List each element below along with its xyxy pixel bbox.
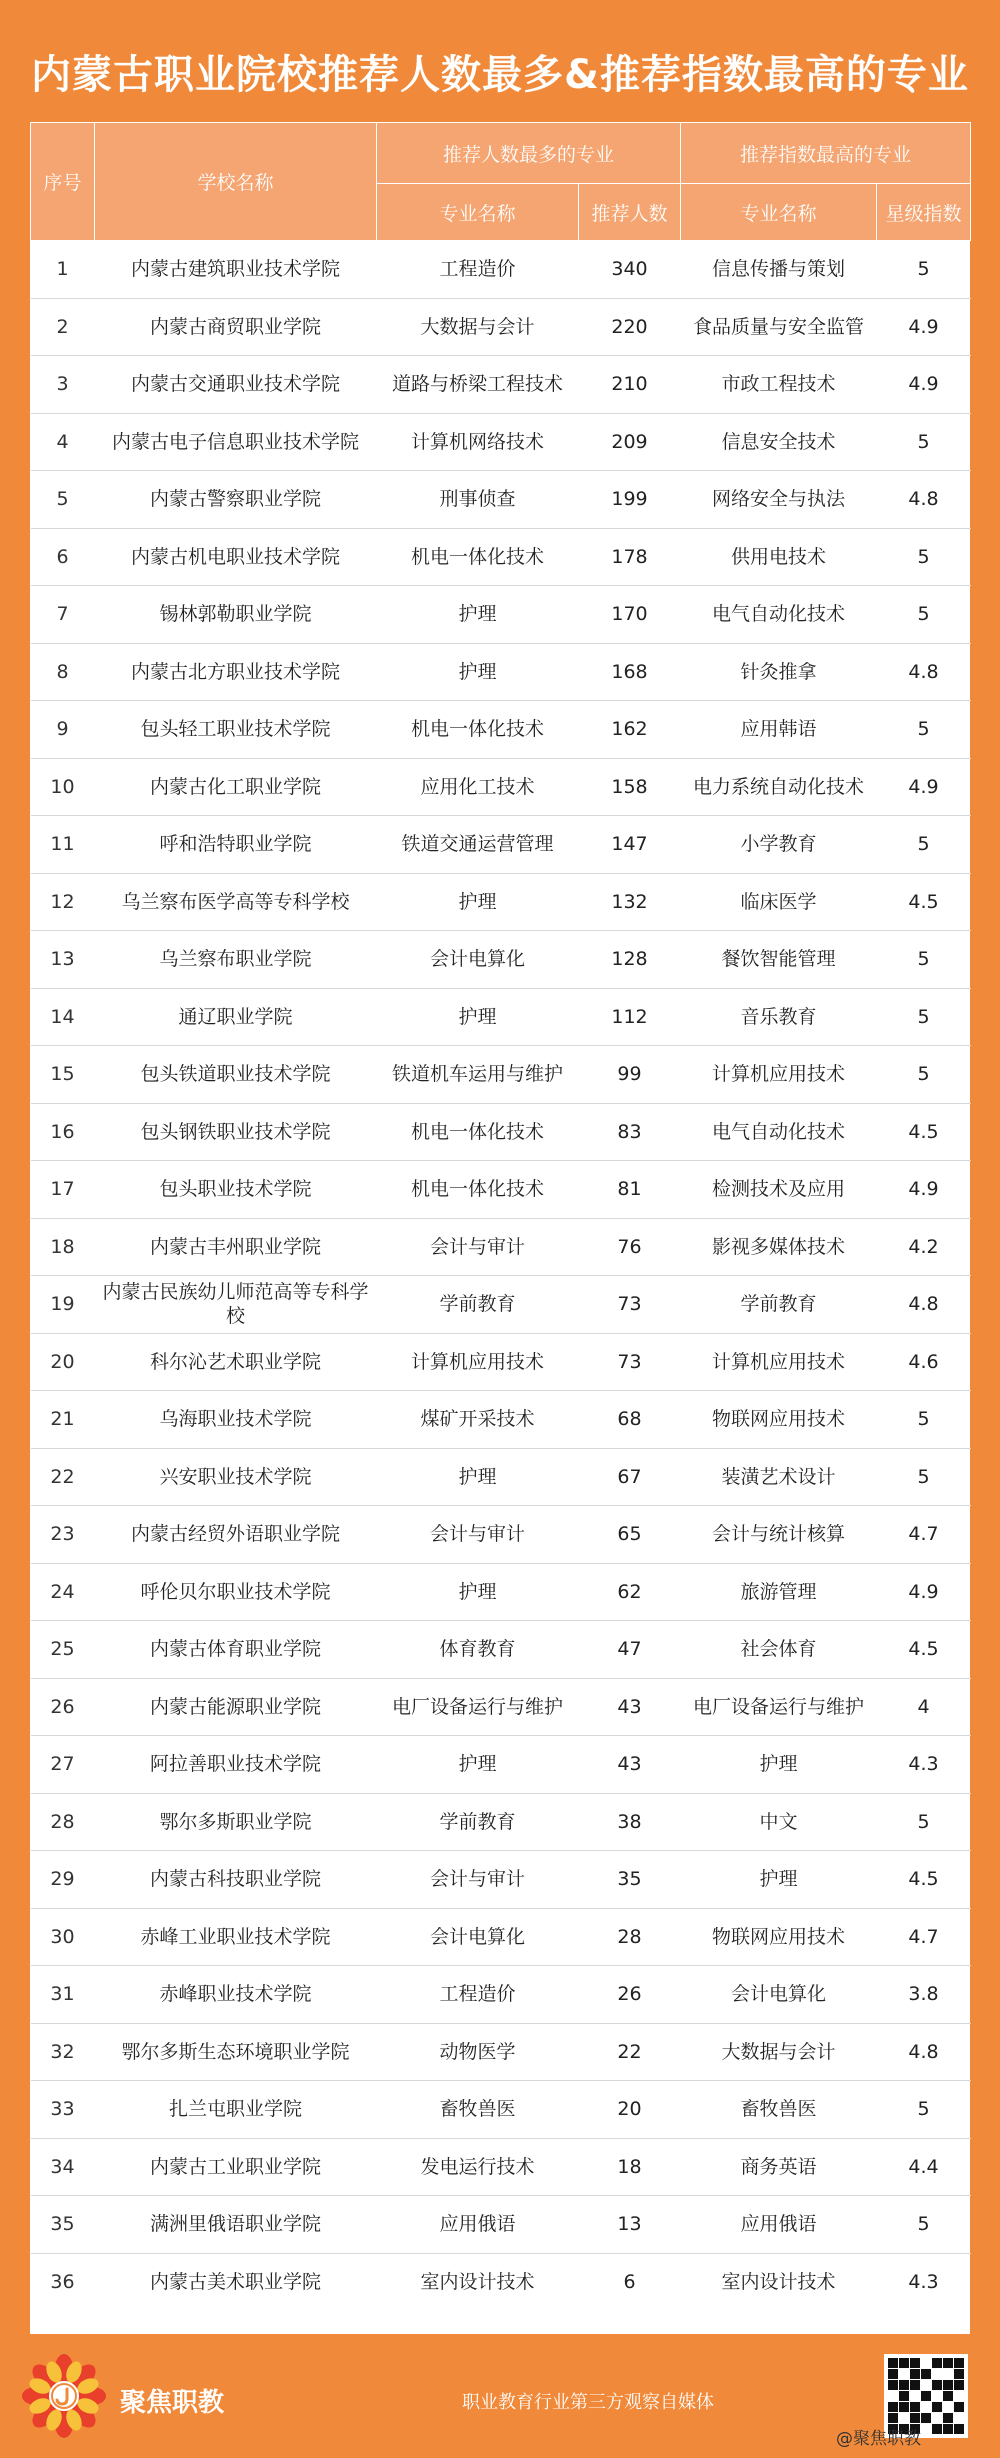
table-row <box>31 1276 971 1334</box>
cell-highest-major: 信息传播与策划 <box>681 241 877 299</box>
cell-most-major: 应用俄语 <box>377 2196 579 2254</box>
table-row <box>31 1333 971 1391</box>
cell-seq: 35 <box>31 2196 95 2254</box>
cell-star-index: 4.3 <box>908 2271 939 2293</box>
cell-most-major: 大数据与会计 <box>377 298 579 356</box>
cell-rec-count: 210 <box>579 356 681 414</box>
footer-brand: 聚焦职教 <box>120 2388 225 2418</box>
cell-highest-major: 商务英语 <box>681 2138 877 2196</box>
cell-seq: 29 <box>31 1851 95 1909</box>
cell-most-major: 护理 <box>377 586 579 644</box>
cell-most-major: 护理 <box>377 1563 579 1621</box>
cell-star-index: 4.2 <box>877 1218 971 1276</box>
cell-rec-count: 6 <box>623 2271 636 2293</box>
cell-highest-major: 计算机应用技术 <box>681 1046 877 1104</box>
cell-star-index: 4.7 <box>877 1908 971 1966</box>
cell-school: 内蒙古机电职业技术学院 <box>95 528 377 586</box>
cell-rec-count: 65 <box>579 1506 681 1564</box>
table-row <box>31 873 971 931</box>
table-row <box>31 2196 971 2254</box>
table-row <box>31 1391 971 1449</box>
cell-highest-major: 中文 <box>681 1793 877 1851</box>
table-row <box>31 1448 971 1506</box>
cell-seq: 12 <box>31 873 95 931</box>
table-row <box>31 413 971 471</box>
cell-star-index: 5 <box>877 528 971 586</box>
cell-highest-major: 信息安全技术 <box>681 413 877 471</box>
cell-rec-count: 209 <box>579 413 681 471</box>
cell-star-index: 4.3 <box>877 1736 971 1794</box>
table-row <box>31 643 971 701</box>
cell-seq: 8 <box>31 643 95 701</box>
cell-school: 内蒙古警察职业学院 <box>95 471 377 529</box>
cell-star-index: 4.5 <box>877 1851 971 1909</box>
cell-highest-major: 音乐教育 <box>681 988 877 1046</box>
cell-seq: 28 <box>31 1793 95 1851</box>
cell-highest-major: 会计与统计核算 <box>681 1506 877 1564</box>
cell-seq: 19 <box>31 1276 95 1334</box>
cell-star-index: 4.6 <box>877 1333 971 1391</box>
cell-highest-major: 护理 <box>681 1851 877 1909</box>
table-row <box>31 2138 971 2196</box>
cell-star-index: 5 <box>877 1046 971 1104</box>
cell-rec-count: 76 <box>579 1218 681 1276</box>
table-row <box>31 931 971 989</box>
cell-rec-count: 38 <box>579 1793 681 1851</box>
table-row <box>31 2081 971 2139</box>
cell-star-index: 5 <box>877 586 971 644</box>
cell-rec-count: 62 <box>579 1563 681 1621</box>
table-row <box>31 356 971 414</box>
cell-star-index: 4.8 <box>877 643 971 701</box>
cell-school: 通辽职业学院 <box>95 988 377 1046</box>
table-row <box>31 1621 971 1679</box>
cell-most-major: 机电一体化技术 <box>377 528 579 586</box>
cell-rec-count: 340 <box>579 241 681 299</box>
cell-school: 阿拉善职业技术学院 <box>95 1736 377 1794</box>
cell-star-index: 4.8 <box>877 1276 971 1334</box>
cell-highest-major: 影视多媒体技术 <box>681 1218 877 1276</box>
cell-seq: 6 <box>31 528 95 586</box>
cell-rec-count: 132 <box>579 873 681 931</box>
header-school: 学校名称 <box>95 123 377 241</box>
cell-highest-major: 应用韩语 <box>681 701 877 759</box>
cell-rec-count: 67 <box>579 1448 681 1506</box>
majors-table <box>30 122 971 2311</box>
table-row <box>31 1793 971 1851</box>
cell-star-index: 4.9 <box>877 758 971 816</box>
header-seq: 序号 <box>31 123 95 241</box>
table-row <box>31 586 971 644</box>
cell-highest-major: 应用俄语 <box>681 2196 877 2254</box>
cell-school: 内蒙古北方职业技术学院 <box>95 643 377 701</box>
cell-school: 内蒙古商贸职业学院 <box>95 298 377 356</box>
cell-rec-count: 43 <box>579 1678 681 1736</box>
cell-highest-major: 电厂设备运行与维护 <box>681 1678 877 1736</box>
cell-most-major: 护理 <box>377 1448 579 1506</box>
cell-most-major: 护理 <box>377 643 579 701</box>
cell-highest-major: 室内设计技术 <box>721 2271 836 2293</box>
cell-most-major: 护理 <box>377 988 579 1046</box>
footer <box>0 2334 1000 2458</box>
table-row <box>31 298 971 356</box>
cell-seq: 10 <box>31 758 95 816</box>
cell-rec-count: 20 <box>579 2081 681 2139</box>
cell-highest-major: 物联网应用技术 <box>681 1391 877 1449</box>
cell-most-major: 应用化工技术 <box>377 758 579 816</box>
table-body <box>31 241 971 2311</box>
header-group-highest: 推荐指数最高的专业 <box>681 123 971 184</box>
cell-highest-major: 网络安全与执法 <box>681 471 877 529</box>
table-card <box>30 122 970 2334</box>
cell-most-major: 会计电算化 <box>377 1908 579 1966</box>
cell-highest-major: 畜牧兽医 <box>681 2081 877 2139</box>
cell-rec-count: 170 <box>579 586 681 644</box>
cell-most-major: 会计电算化 <box>377 931 579 989</box>
cell-star-index: 5 <box>877 816 971 874</box>
table-row <box>31 471 971 529</box>
table-row <box>31 1908 971 1966</box>
cell-most-major: 畜牧兽医 <box>377 2081 579 2139</box>
cell-school: 内蒙古丰州职业学院 <box>95 1218 377 1276</box>
cell-school: 鄂尔多斯职业学院 <box>95 1793 377 1851</box>
cell-most-major: 机电一体化技术 <box>377 701 579 759</box>
cell-most-major: 煤矿开采技术 <box>377 1391 579 1449</box>
cell-school: 赤峰职业技术学院 <box>95 1966 377 2024</box>
cell-school: 包头轻工职业技术学院 <box>95 701 377 759</box>
cell-star-index: 4.5 <box>877 1103 971 1161</box>
table-row <box>31 2253 971 2311</box>
cell-school: 内蒙古交通职业技术学院 <box>95 356 377 414</box>
cell-school: 包头钢铁职业技术学院 <box>95 1103 377 1161</box>
cell-star-index: 4.5 <box>877 1621 971 1679</box>
cell-star-index: 4 <box>877 1678 971 1736</box>
cell-highest-major: 社会体育 <box>681 1621 877 1679</box>
cell-most-major: 刑事侦查 <box>377 471 579 529</box>
cell-star-index: 5 <box>877 2081 971 2139</box>
cell-rec-count: 178 <box>579 528 681 586</box>
cell-school: 内蒙古民族幼儿师范高等专科学校 <box>95 1276 377 1334</box>
cell-rec-count: 128 <box>579 931 681 989</box>
cell-most-major: 护理 <box>377 1736 579 1794</box>
cell-school: 内蒙古美术职业学院 <box>149 2271 321 2293</box>
cell-rec-count: 18 <box>579 2138 681 2196</box>
cell-highest-major: 市政工程技术 <box>681 356 877 414</box>
table-row <box>31 1678 971 1736</box>
table-row <box>31 1161 971 1219</box>
header-major-name-2: 专业名称 <box>681 184 877 241</box>
cell-school: 乌兰察布医学高等专科学校 <box>95 873 377 931</box>
table-row <box>31 758 971 816</box>
cell-seq: 32 <box>31 2023 95 2081</box>
cell-most-major: 机电一体化技术 <box>377 1103 579 1161</box>
brand-logo-icon <box>22 2354 106 2438</box>
cell-star-index: 5 <box>877 241 971 299</box>
cell-highest-major: 电气自动化技术 <box>681 586 877 644</box>
cell-most-major: 计算机应用技术 <box>377 1333 579 1391</box>
footer-handle: @聚焦职教 <box>836 2429 921 2449</box>
cell-most-major: 道路与桥梁工程技术 <box>377 356 579 414</box>
table-row <box>31 816 971 874</box>
cell-star-index: 4.9 <box>877 298 971 356</box>
cell-rec-count: 22 <box>579 2023 681 2081</box>
cell-star-index: 4.7 <box>877 1506 971 1564</box>
cell-highest-major: 临床医学 <box>681 873 877 931</box>
cell-seq: 11 <box>31 816 95 874</box>
cell-star-index: 4.9 <box>877 356 971 414</box>
cell-star-index: 3.8 <box>877 1966 971 2024</box>
cell-school: 兴安职业技术学院 <box>95 1448 377 1506</box>
cell-highest-major: 计算机应用技术 <box>681 1333 877 1391</box>
cell-seq: 4 <box>31 413 95 471</box>
cell-seq: 20 <box>31 1333 95 1391</box>
cell-seq: 5 <box>31 471 95 529</box>
cell-star-index: 5 <box>877 1391 971 1449</box>
table-row <box>31 2023 971 2081</box>
table-row <box>31 701 971 759</box>
cell-rec-count: 13 <box>579 2196 681 2254</box>
table-row <box>31 1851 971 1909</box>
cell-highest-major: 护理 <box>681 1736 877 1794</box>
table-row <box>31 1563 971 1621</box>
cell-most-major: 工程造价 <box>377 1966 579 2024</box>
cell-most-major: 工程造价 <box>377 241 579 299</box>
cell-star-index: 5 <box>877 701 971 759</box>
cell-rec-count: 162 <box>579 701 681 759</box>
cell-seq: 34 <box>31 2138 95 2196</box>
cell-most-major: 体育教育 <box>377 1621 579 1679</box>
cell-school: 赤峰工业职业技术学院 <box>95 1908 377 1966</box>
cell-seq: 25 <box>31 1621 95 1679</box>
cell-most-major: 计算机网络技术 <box>377 413 579 471</box>
cell-seq: 24 <box>31 1563 95 1621</box>
cell-highest-major: 电力系统自动化技术 <box>681 758 877 816</box>
cell-seq: 17 <box>31 1161 95 1219</box>
cell-school: 包头铁道职业技术学院 <box>95 1046 377 1104</box>
cell-most-major: 学前教育 <box>377 1276 579 1334</box>
cell-school: 内蒙古体育职业学院 <box>95 1621 377 1679</box>
header-rec-count: 推荐人数 <box>579 184 681 241</box>
footer-tagline: 职业教育行业第三方观察自媒体 <box>462 2392 714 2413</box>
cell-rec-count: 35 <box>579 1851 681 1909</box>
cell-highest-major: 会计电算化 <box>681 1966 877 2024</box>
cell-rec-count: 47 <box>579 1621 681 1679</box>
cell-highest-major: 供用电技术 <box>681 528 877 586</box>
cell-school: 内蒙古经贸外语职业学院 <box>95 1506 377 1564</box>
cell-seq: 26 <box>31 1678 95 1736</box>
cell-highest-major: 大数据与会计 <box>681 2023 877 2081</box>
table-row <box>31 528 971 586</box>
cell-rec-count: 73 <box>579 1333 681 1391</box>
table-row <box>31 1046 971 1104</box>
cell-highest-major: 旅游管理 <box>681 1563 877 1621</box>
cell-star-index: 5 <box>877 1448 971 1506</box>
cell-highest-major: 检测技术及应用 <box>681 1161 877 1219</box>
cell-highest-major: 电气自动化技术 <box>681 1103 877 1161</box>
cell-most-major: 会计与审计 <box>377 1851 579 1909</box>
cell-highest-major: 针灸推拿 <box>681 643 877 701</box>
cell-rec-count: 83 <box>579 1103 681 1161</box>
cell-most-major: 会计与审计 <box>377 1506 579 1564</box>
cell-seq: 15 <box>31 1046 95 1104</box>
cell-highest-major: 食品质量与安全监管 <box>681 298 877 356</box>
cell-school: 锡林郭勒职业学院 <box>95 586 377 644</box>
cell-most-major: 发电运行技术 <box>377 2138 579 2196</box>
cell-seq: 22 <box>31 1448 95 1506</box>
cell-star-index: 5 <box>877 931 971 989</box>
cell-school: 扎兰屯职业学院 <box>95 2081 377 2139</box>
header-star-index: 星级指数 <box>877 184 971 241</box>
cell-seq: 23 <box>31 1506 95 1564</box>
table-row <box>31 1966 971 2024</box>
cell-seq: 16 <box>31 1103 95 1161</box>
cell-star-index: 4.9 <box>877 1563 971 1621</box>
table-row <box>31 1506 971 1564</box>
cell-seq: 30 <box>31 1908 95 1966</box>
cell-highest-major: 餐饮智能管理 <box>681 931 877 989</box>
cell-school: 满洲里俄语职业学院 <box>95 2196 377 2254</box>
cell-most-major: 学前教育 <box>377 1793 579 1851</box>
cell-school: 乌兰察布职业学院 <box>95 931 377 989</box>
cell-most-major: 室内设计技术 <box>420 2271 535 2293</box>
table-row <box>31 241 971 299</box>
cell-star-index: 5 <box>877 988 971 1046</box>
cell-highest-major: 物联网应用技术 <box>681 1908 877 1966</box>
cell-school: 呼伦贝尔职业技术学院 <box>95 1563 377 1621</box>
cell-most-major: 铁道机车运用与维护 <box>377 1046 579 1104</box>
cell-seq: 31 <box>31 1966 95 2024</box>
cell-most-major: 机电一体化技术 <box>377 1161 579 1219</box>
cell-most-major: 铁道交通运营管理 <box>377 816 579 874</box>
cell-most-major: 电厂设备运行与维护 <box>377 1678 579 1736</box>
cell-seq: 3 <box>31 356 95 414</box>
cell-most-major: 会计与审计 <box>377 1218 579 1276</box>
cell-seq: 9 <box>31 701 95 759</box>
cell-rec-count: 147 <box>579 816 681 874</box>
cell-highest-major: 小学教育 <box>681 816 877 874</box>
cell-school: 呼和浩特职业学院 <box>95 816 377 874</box>
cell-school: 内蒙古建筑职业技术学院 <box>95 241 377 299</box>
cell-seq: 21 <box>31 1391 95 1449</box>
cell-rec-count: 68 <box>579 1391 681 1449</box>
cell-star-index: 4.8 <box>877 471 971 529</box>
cell-seq: 7 <box>31 586 95 644</box>
cell-rec-count: 43 <box>579 1736 681 1794</box>
cell-rec-count: 168 <box>579 643 681 701</box>
cell-rec-count: 81 <box>579 1161 681 1219</box>
table-row <box>31 1736 971 1794</box>
cell-star-index: 5 <box>877 413 971 471</box>
cell-star-index: 5 <box>877 2196 971 2254</box>
cell-seq: 27 <box>31 1736 95 1794</box>
cell-star-index: 4.9 <box>877 1161 971 1219</box>
cell-seq: 18 <box>31 1218 95 1276</box>
cell-rec-count: 26 <box>579 1966 681 2024</box>
cell-rec-count: 99 <box>579 1046 681 1104</box>
cell-rec-count: 28 <box>579 1908 681 1966</box>
cell-school: 内蒙古化工职业学院 <box>95 758 377 816</box>
cell-seq: 13 <box>31 931 95 989</box>
cell-school: 内蒙古科技职业学院 <box>95 1851 377 1909</box>
cell-star-index: 4.4 <box>877 2138 971 2196</box>
table-row <box>31 1218 971 1276</box>
cell-seq: 1 <box>31 241 95 299</box>
page-title: 内蒙古职业院校推荐人数最多&推荐指数最高的专业 <box>31 52 969 98</box>
cell-school: 内蒙古能源职业学院 <box>95 1678 377 1736</box>
cell-star-index: 4.8 <box>877 2023 971 2081</box>
cell-highest-major: 装潢艺术设计 <box>681 1448 877 1506</box>
table-row <box>31 988 971 1046</box>
cell-seq: 36 <box>50 2271 75 2293</box>
cell-school: 内蒙古电子信息职业技术学院 <box>95 413 377 471</box>
cell-school: 包头职业技术学院 <box>95 1161 377 1219</box>
cell-rec-count: 73 <box>579 1276 681 1334</box>
header-major-name-1: 专业名称 <box>377 184 579 241</box>
cell-school: 内蒙古工业职业学院 <box>95 2138 377 2196</box>
cell-school: 鄂尔多斯生态环境职业学院 <box>95 2023 377 2081</box>
cell-rec-count: 112 <box>579 988 681 1046</box>
cell-rec-count: 158 <box>579 758 681 816</box>
cell-rec-count: 199 <box>579 471 681 529</box>
cell-seq: 14 <box>31 988 95 1046</box>
cell-seq: 2 <box>31 298 95 356</box>
table-row <box>31 1103 971 1161</box>
cell-rec-count: 220 <box>579 298 681 356</box>
cell-school: 乌海职业技术学院 <box>95 1391 377 1449</box>
cell-highest-major: 学前教育 <box>681 1276 877 1334</box>
cell-seq: 33 <box>31 2081 95 2139</box>
cell-most-major: 护理 <box>377 873 579 931</box>
cell-star-index: 4.5 <box>877 873 971 931</box>
cell-school: 科尔沁艺术职业学院 <box>95 1333 377 1391</box>
header-group-most: 推荐人数最多的专业 <box>377 123 681 184</box>
cell-most-major: 动物医学 <box>377 2023 579 2081</box>
cell-star-index: 5 <box>877 1793 971 1851</box>
